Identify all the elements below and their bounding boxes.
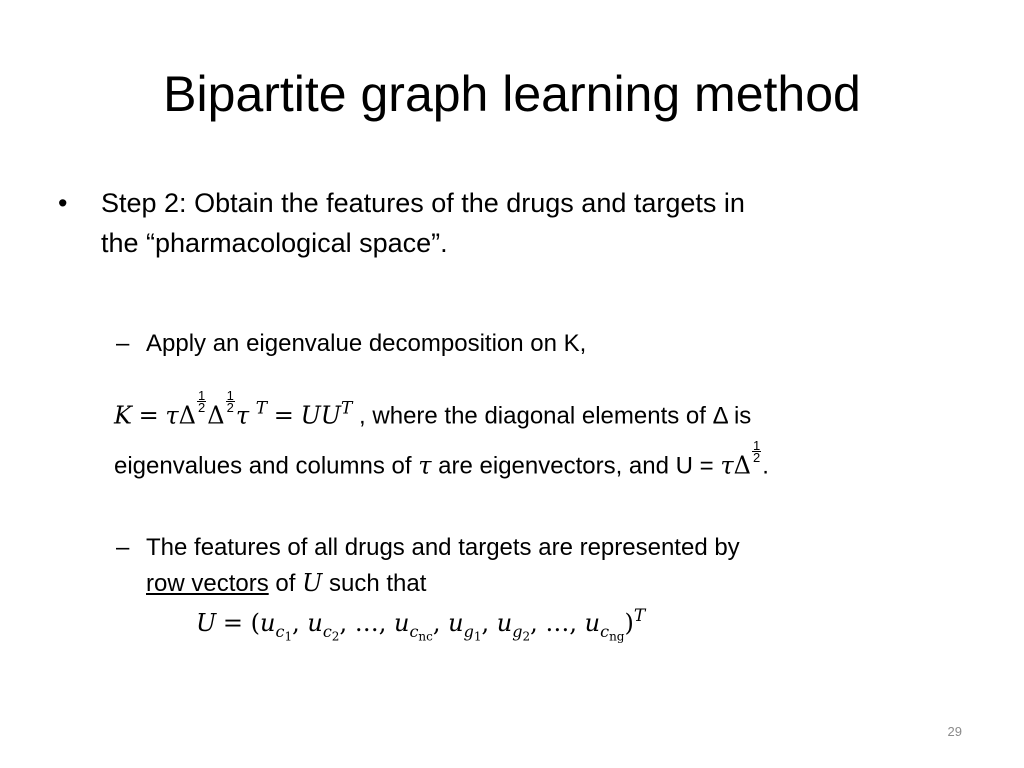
bullet-step2-line1: Step 2: Obtain the features of the drugs and targets in bbox=[101, 188, 745, 218]
formula-eq: = ( bbox=[222, 609, 261, 637]
u-g2: u bbox=[496, 609, 513, 637]
eq-tau-2: τ bbox=[235, 401, 250, 430]
sub-bullet-2-line1: The features of all drugs and targets are represented by bbox=[146, 534, 740, 561]
line3-text-a: eigenvalues and columns of bbox=[114, 452, 412, 480]
sub-bullet-marker-1: – bbox=[116, 330, 130, 357]
u-c2: u bbox=[307, 609, 323, 637]
eq-tau: τ bbox=[165, 401, 179, 430]
eq-delta: Δ bbox=[178, 401, 197, 430]
page-number: 29 bbox=[947, 724, 962, 739]
of-text: of bbox=[275, 570, 296, 597]
eigen-decomposition-equation bbox=[114, 390, 751, 434]
eq-k: K bbox=[114, 401, 132, 430]
feature-formula: $U = (u_{c_1}$, $u_{c_2}$, …, $u_{c_{nc}}$, $u_{g_1}$, $u_{g_2}$, …, $u_{c_{ng}})^T$ bbox=[196, 605, 646, 644]
line3-tau: τ bbox=[418, 451, 432, 480]
sub-bullet-2-line2 bbox=[146, 566, 426, 601]
sub-bullet-1-line3 bbox=[114, 440, 769, 484]
such-that-text: such that bbox=[328, 570, 427, 597]
eq-uu: UU bbox=[300, 401, 342, 430]
slide-title: Bipartite graph learning method bbox=[163, 66, 861, 122]
bullet-step2-line2: the “pharmacological space”. bbox=[101, 228, 448, 258]
formula-transpose: T bbox=[633, 605, 646, 626]
line3-delta: Δ bbox=[733, 451, 751, 480]
sub-bullet-marker-2: – bbox=[116, 534, 130, 561]
eq-delta-2: Δ bbox=[207, 401, 225, 430]
eq-transpose-2: T bbox=[341, 398, 353, 419]
eq-transpose: T bbox=[255, 398, 268, 419]
bullet-marker: • bbox=[58, 188, 68, 218]
u-symbol: U bbox=[302, 569, 323, 597]
row-vectors-text: row vectors bbox=[146, 570, 269, 597]
u-c1: u bbox=[260, 609, 276, 637]
eq-description: , where the diagonal elements of Δ is bbox=[359, 402, 752, 430]
eq-equals-2: = bbox=[273, 401, 294, 430]
u-g1: u bbox=[448, 609, 464, 637]
sub-bullet-1-line1: Apply an eigenvalue decomposition on K, bbox=[146, 330, 587, 357]
eq-equals: = bbox=[138, 401, 159, 430]
line3-text-b: are eigenvectors, and U = bbox=[438, 452, 714, 480]
formula-u: U bbox=[196, 609, 217, 637]
eq-half-2: $\frac{1}{2}$ bbox=[226, 388, 234, 415]
u-cnc: u bbox=[393, 609, 410, 637]
line3-period: . bbox=[762, 452, 769, 480]
line3-half: $\frac{1}{2}$ bbox=[752, 438, 761, 465]
eq-half-1: $\frac{1}{2}$ bbox=[198, 388, 206, 415]
u-cng: u bbox=[584, 609, 601, 637]
line3-tau-2: τ bbox=[720, 451, 734, 480]
